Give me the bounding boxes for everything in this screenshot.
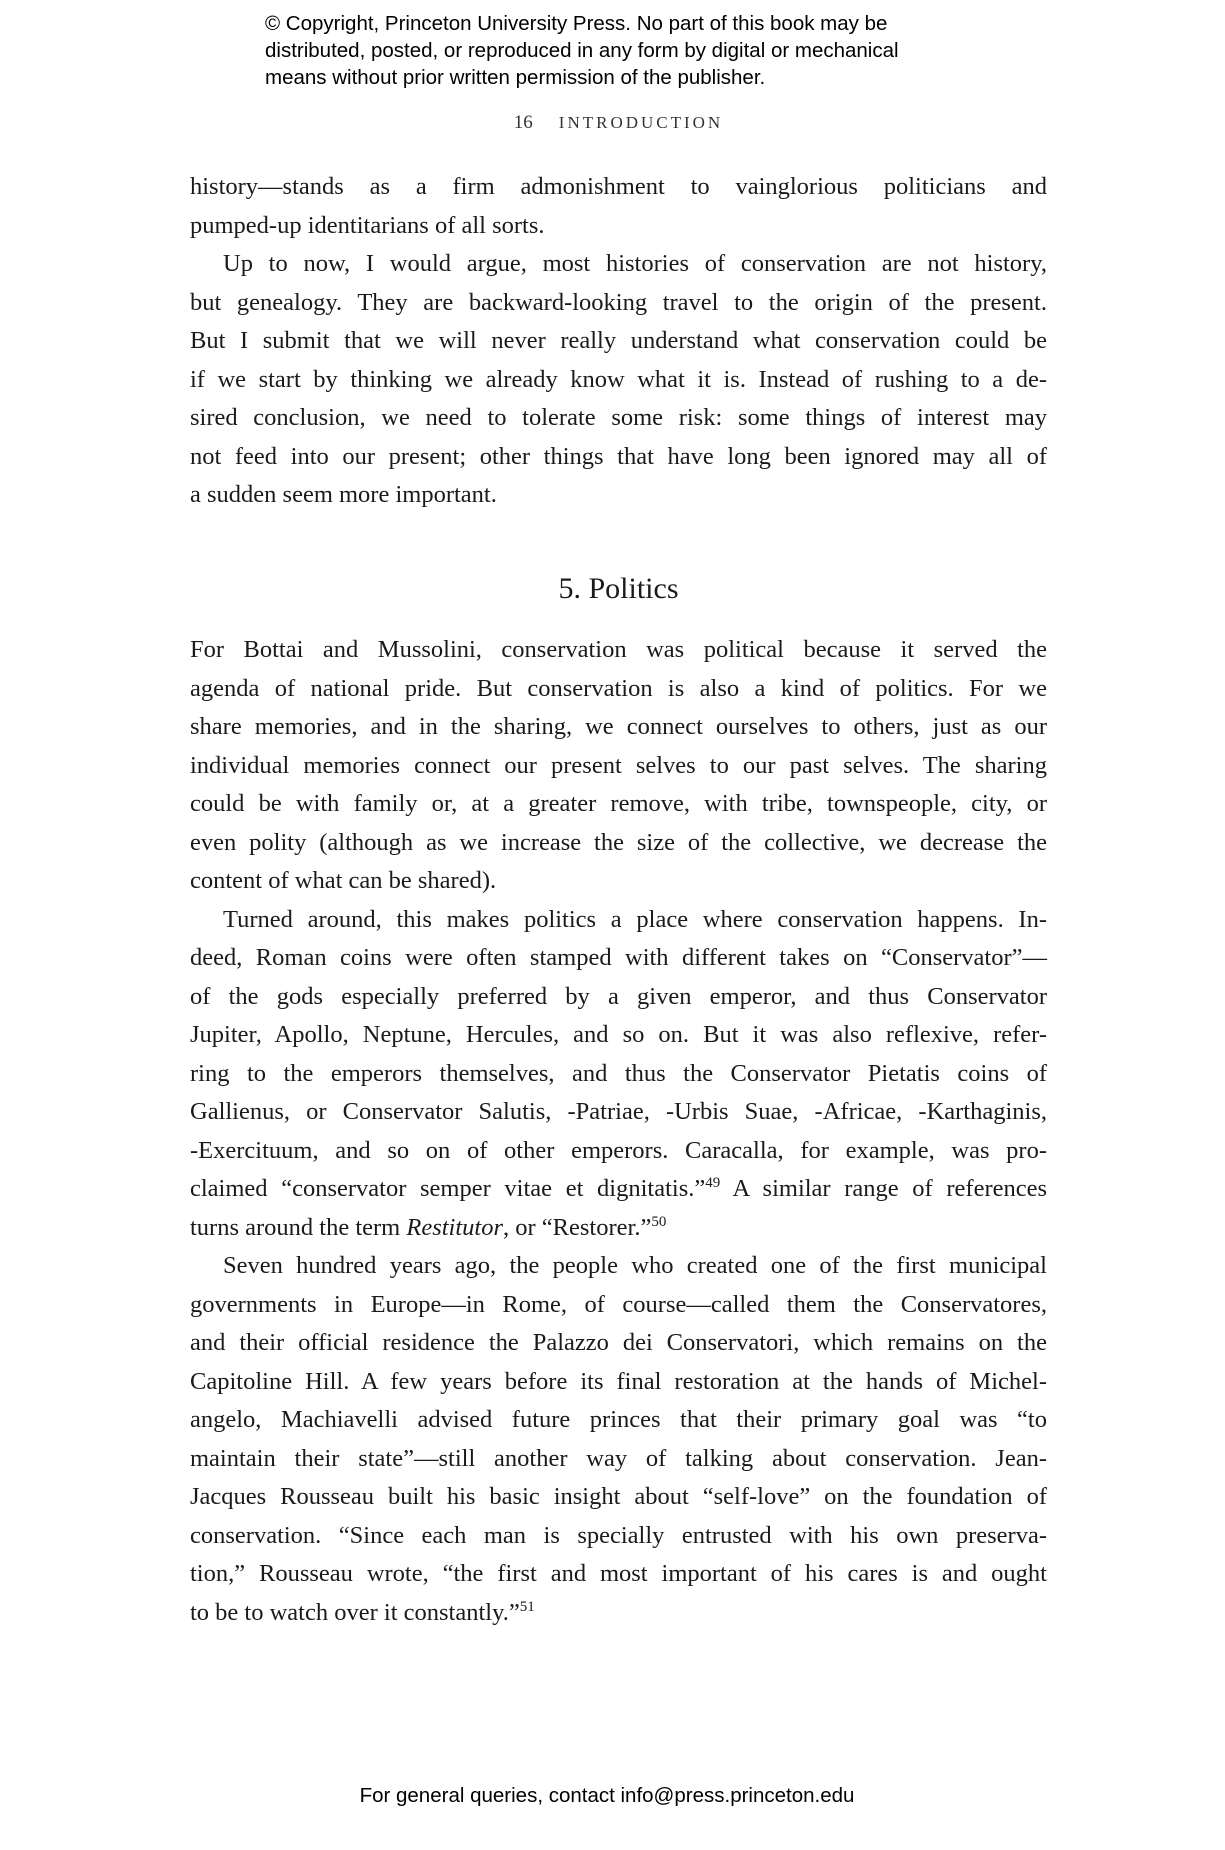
chapter-title: INTRODUCTION: [558, 113, 724, 132]
text-line: [190, 1324, 1047, 1363]
text-line: [190, 476, 1047, 515]
text-line: [190, 322, 1047, 361]
text-line: [190, 245, 1047, 284]
text-span: pumped-up identitarians of all sorts.: [190, 211, 545, 239]
text-span: ring to the emperors themselves, and thus the Conservator Pietatis coins of: [190, 1059, 1047, 1087]
text-line: [190, 438, 1047, 477]
text-span: claimed “conservator semper vitae et dignitatis.”: [190, 1175, 706, 1202]
text-line: [190, 1093, 1047, 1132]
text-line: [190, 1247, 1047, 1286]
text-span: , or “Restorer.”: [503, 1213, 652, 1241]
text-span: Jacques Rousseau built his basic insight about “self-love” on the foundation of: [190, 1483, 1047, 1510]
footnote-ref: 50: [651, 1213, 667, 1230]
italic-term: Restitutor: [406, 1213, 504, 1241]
text-line: [190, 1555, 1047, 1594]
text-span: angelo, Machiavelli advised future princes that their primary goal was “to: [190, 1406, 1047, 1433]
text-line: [190, 631, 1047, 670]
text-line: [190, 1055, 1047, 1094]
text-span: maintain their state”—still another way of talking about conservation. Jean-: [190, 1444, 1047, 1472]
paragraph: [190, 245, 1047, 515]
text-line: [190, 168, 1047, 207]
text-span: Seven hundred years ago, the people who created one of the first municipal: [223, 1252, 1047, 1279]
body-text-before-heading: [190, 168, 1047, 515]
text-line: [190, 399, 1047, 438]
text-span: A similar range of references: [720, 1175, 1048, 1202]
text-span: tion,” Rousseau wrote, “the first and most important of his cares is and ought: [190, 1560, 1047, 1587]
paragraph: [190, 168, 1047, 245]
text-span: sired conclusion, we need to tolerate some risk: some things of interest may: [190, 404, 1047, 431]
text-line: [190, 1170, 1047, 1209]
text-line: [190, 361, 1047, 400]
text-line: [190, 862, 1047, 901]
running-head: [0, 112, 1225, 134]
text-line: [190, 1363, 1047, 1402]
text-line: [190, 1478, 1047, 1517]
text-line: [190, 1594, 1047, 1633]
text-line: [190, 1440, 1047, 1479]
text-span: share memories, and in the sharing, we connect ourselves to others, just as our: [190, 713, 1047, 740]
text-line: [190, 747, 1047, 786]
text-line: [190, 824, 1047, 863]
text-span: and their official residence the Palazzo dei Conservatori, which remains on the: [190, 1329, 1047, 1356]
text-span: deed, Roman coins were often stamped with different takes on “Conservator”—: [190, 944, 1047, 971]
text-span: agenda of national pride. But conservation is also a kind of politics. For we: [190, 674, 1047, 702]
text-line: [190, 785, 1047, 824]
text-line: [190, 1286, 1047, 1325]
body-text-politics-section: [190, 631, 1047, 1632]
copyright-notice: [265, 10, 899, 91]
footer-contact: For general queries, contact info@press.princeton.edu: [359, 1784, 855, 1807]
text-span: a sudden seem more important.: [190, 481, 497, 508]
paragraph: [190, 631, 1047, 901]
text-line: [190, 1132, 1047, 1171]
footnote-ref: 51: [519, 1598, 535, 1615]
text-span: Turned around, this makes politics a place where conservation happens. In-: [223, 905, 1047, 933]
text-span: not feed into our present; other things that have long been ignored may all of: [190, 442, 1047, 470]
text-line: [190, 901, 1047, 940]
text-span: content of what can be shared).: [190, 867, 497, 894]
text-span: but genealogy. They are backward-looking travel to the origin of the present.: [190, 288, 1047, 316]
copyright-line: © Copyright, Princeton University Press. No part of this book may be: [265, 12, 888, 35]
text-span: conservation. “Since each man is specially entrusted with his own preserva-: [190, 1521, 1047, 1549]
page-number: 16: [513, 112, 533, 133]
text-span: even polity (although as we increase the size of the collective, we decrease the: [190, 828, 1047, 856]
text-line: [190, 939, 1047, 978]
paragraph: [190, 901, 1047, 1248]
copyright-line: distributed, posted, or reproduced in any form by digital or mechanical: [265, 39, 899, 62]
text-span: individual memories connect our present selves to our past selves. The sharing: [190, 751, 1047, 779]
text-span: turns around the term: [190, 1213, 407, 1241]
text-line: [190, 670, 1047, 709]
text-span: -Exercituum, and so on of other emperors. Caracalla, for example, was pro-: [190, 1136, 1047, 1164]
text-span: could be with family or, at a greater remove, with tribe, townspeople, city, or: [190, 790, 1047, 817]
text-span: Capitoline Hill. A few years before its final restoration at the hands of Michel-: [190, 1367, 1047, 1395]
text-line: [190, 1209, 1047, 1248]
footnote-ref: 49: [705, 1174, 721, 1191]
text-line: [190, 708, 1047, 747]
text-span: of the gods especially preferred by a given emperor, and thus Conservator: [190, 982, 1047, 1010]
text-line: [190, 1016, 1047, 1055]
text-line: [190, 1517, 1047, 1556]
text-span: if we start by thinking we already know what it is. Instead of rushing to a de-: [190, 365, 1047, 393]
text-span: history—stands as a firm admonishment to vainglorious politicians and: [190, 173, 1047, 200]
text-span: to be to watch over it constantly.”: [190, 1598, 520, 1626]
text-span: governments in Europe—in Rome, of course—called them the Conservatores,: [190, 1290, 1047, 1318]
text-line: [190, 207, 1047, 246]
copyright-line: means without prior written permission of the publisher.: [265, 66, 766, 89]
text-line: [190, 284, 1047, 323]
text-span: Jupiter, Apollo, Neptune, Hercules, and so on. But it was also reflexive, refer-: [190, 1021, 1047, 1048]
text-line: [190, 978, 1047, 1017]
text-span: But I submit that we will never really understand what conservation could be: [190, 327, 1047, 354]
text-span: Gallienus, or Conservator Salutis, -Patriae, -Urbis Suae, -Africae, -Karthaginis,: [190, 1098, 1047, 1125]
text-span: Up to now, I would argue, most histories of conservation are not history,: [223, 250, 1047, 277]
paragraph: [190, 1247, 1047, 1632]
section-heading: 5. Politics: [558, 572, 679, 605]
text-line: [190, 1401, 1047, 1440]
text-span: For Bottai and Mussolini, conservation was political because it served the: [190, 636, 1047, 663]
